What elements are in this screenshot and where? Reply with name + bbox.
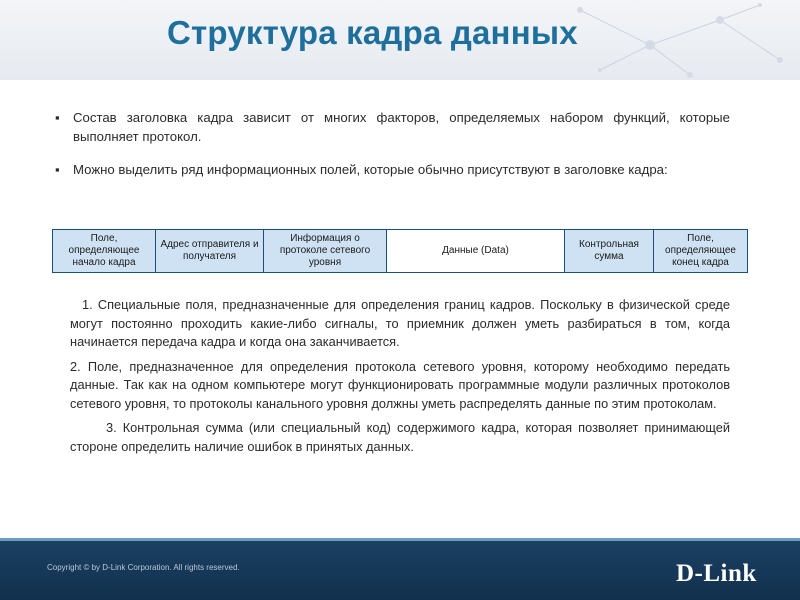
frame-field-protocol-info: Информация о протоколе сетевого уровня (264, 230, 387, 272)
frame-field-start: Поле, определяющее начало кадра (53, 230, 156, 272)
bullet-item (55, 160, 730, 179)
frame-structure-table (52, 229, 748, 273)
bullet-list (55, 108, 730, 193)
bullet-text: Можно выделить ряд информационных полей, которые обычно присутствуют в заголовке кадра: (73, 162, 668, 177)
bullet-item (55, 108, 730, 146)
network-decoration-icon (540, 0, 800, 80)
bullet-marker-icon: ▪ (55, 110, 60, 125)
slide-title: Структура кадра данных (167, 14, 578, 51)
frame-field-end: Поле, определяющее конец кадра (654, 230, 747, 272)
dlink-logo: D-Link (676, 560, 757, 587)
frame-field-checksum: Контрольная сумма (565, 230, 654, 272)
copyright-text: Copyright © by D-Link Corporation. All rights reserved. (47, 563, 240, 572)
point-item: 2. Поле, предназначенное для определения протокола сетевого уровня, которому необходимо передать данные. Так как на одном компьютере могут функционировать программные модули различных протоколов сетевого уровня, то протоколы канального уровня должны уметь распределять данные по этим протоколам. (70, 358, 730, 411)
frame-field-data: Данные (Data) (387, 230, 565, 272)
slide-header (0, 0, 800, 80)
footer-divider (0, 538, 800, 541)
frame-field-address: Адрес отправителя и получателя (156, 230, 264, 272)
numbered-points (70, 296, 730, 462)
bullet-text: Состав заголовка кадра зависит от многих факторов, определяемых набором функций, которые выполняет протокол. (73, 110, 730, 144)
bullet-marker-icon: ▪ (55, 162, 60, 177)
point-item: 1. Специальные поля, предназначенные для определения границ кадров. Поскольку в физической среде могут постоянно проходить какие-либо сигналы, то приемник должен уметь разбираться в том, когда начинается передача кадра и когда она заканчивается. (70, 297, 730, 349)
point-item: 3. Контрольная сумма (или специальный код) содержимого кадра, которая позволяет принимающей стороне определить наличие ошибок в принятых данных. (70, 420, 730, 454)
